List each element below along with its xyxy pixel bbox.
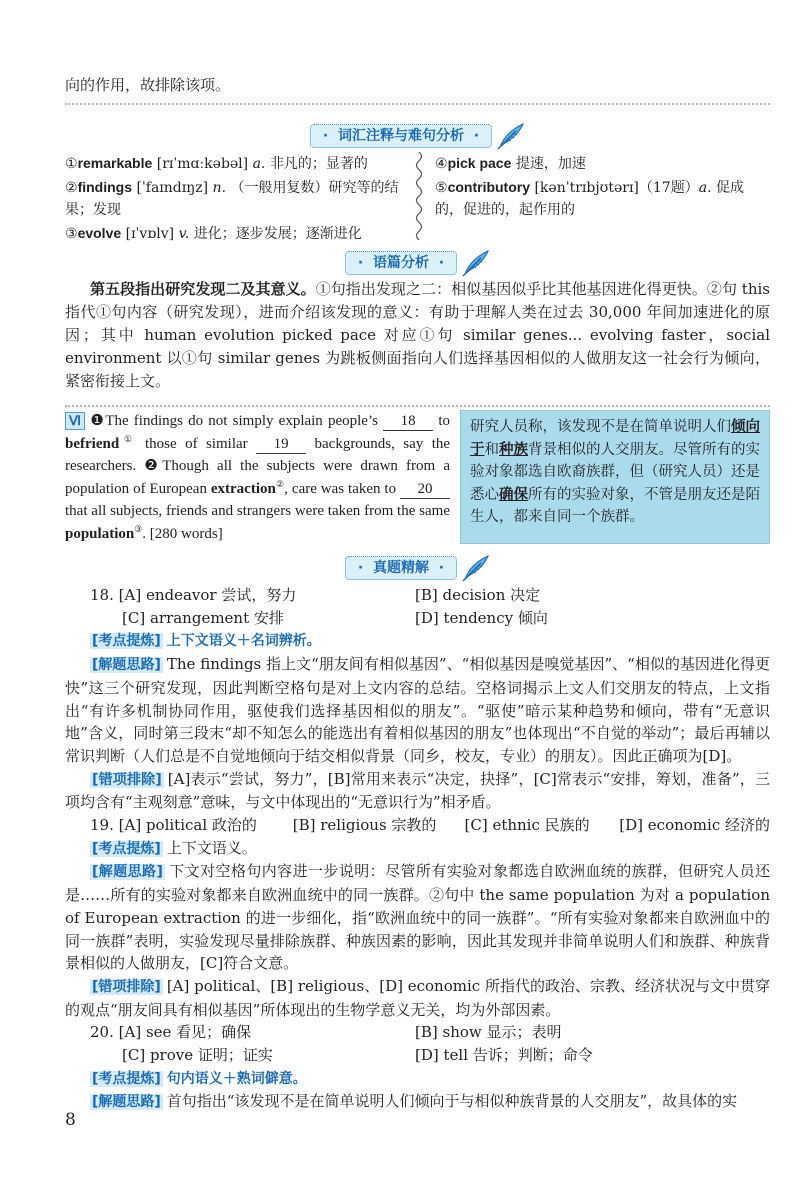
discourse-section-header (65, 249, 770, 273)
question-number: 20. (90, 1023, 114, 1042)
option-row (65, 1044, 770, 1067)
phonetic: [ɪˈvɒlv] (125, 225, 175, 242)
cloze-blank[interactable]: 20 (400, 481, 450, 499)
passage-run: to (438, 413, 451, 429)
note-number: ③ (65, 225, 78, 242)
distractor-analysis (65, 975, 770, 1021)
page-number: 8 (65, 1110, 76, 1130)
option-cell (65, 584, 415, 607)
exercise-section-header (65, 554, 770, 578)
solution-label: [解题思路] (92, 657, 161, 674)
option-b[interactable]: [B] religious 宗教的 (292, 816, 437, 835)
option-c[interactable]: [C] ethnic 民族的 (464, 816, 590, 835)
passage-run: Though all the subjects were drawn from a population of European (65, 458, 451, 497)
definition: 非凡的；显著的 (269, 156, 368, 172)
distractor-analysis (65, 768, 770, 814)
phonetic: [rɪˈmɑːkəbəl] (156, 156, 249, 172)
solution-label: [解题思路] (92, 1094, 161, 1111)
section-title: · 词汇注释与难句分析 · (310, 124, 492, 148)
quill-icon (460, 554, 490, 582)
translation-keyword: 种族 (499, 440, 528, 458)
solution-text: 首句指出“该发现不是在简单说明人们倾向于与相似种族背景的人交朋友”，故具体的实 (166, 1092, 738, 1111)
solution-label: [解题思路] (92, 864, 163, 881)
option-row (65, 607, 770, 630)
definition: 提速，加速 (515, 156, 586, 172)
question-reference: （17题） (638, 179, 699, 196)
key-point-text: 上下文语义。 (166, 838, 257, 857)
quill-icon (495, 122, 525, 150)
key-point (65, 1067, 770, 1091)
cloze-blank[interactable]: 19 (256, 436, 306, 454)
vocab-entry (65, 222, 403, 246)
question-20 (65, 1021, 770, 1114)
sentence-marker: ❷ (144, 458, 163, 474)
section-title: · 语篇分析 · (345, 251, 457, 275)
translation-keyword: 确保 (499, 485, 528, 503)
note-marker: ③ (134, 523, 143, 534)
key-point-label: [考点提炼] (92, 840, 161, 857)
translation-box (460, 410, 770, 544)
translation-run: 背景相似的人交朋友。尽管所有的实验对象都选自欧裔族群，但（研究人员）还是悉心 (470, 441, 760, 503)
cloze-blank[interactable]: 18 (383, 413, 433, 431)
option-b[interactable]: [B] show 显示；表明 (415, 1023, 562, 1042)
part-of-speech: a. (252, 156, 266, 172)
option-d[interactable]: [D] economic 经济的 (619, 816, 770, 835)
vocab-column-right (435, 152, 770, 245)
translation-run: 所有的实验对象，不管是朋友还是陌生人，都来自同一个族群。 (470, 486, 760, 525)
annotated-word: population (65, 525, 135, 542)
part-of-speech: n. (212, 179, 227, 196)
vocab-entry (65, 176, 403, 222)
option-row (65, 584, 770, 607)
passage-run: The findings do not simply explain people’s (105, 413, 378, 429)
option-row (65, 814, 770, 837)
note-number: ④ (435, 156, 448, 172)
solution-approach (65, 1090, 770, 1114)
option-row (65, 1021, 770, 1044)
key-point (65, 837, 770, 861)
option-a[interactable]: [A] endeavor 尝试，努力 (118, 586, 297, 604)
phonetic: [ˈfaɪndɪŋz] (136, 179, 209, 196)
key-point-label: [考点提炼] (92, 1070, 161, 1087)
option-cell (65, 1021, 415, 1044)
annotated-word: befriend (65, 435, 120, 452)
key-point-label: [考点提炼] (92, 633, 161, 650)
passage-run: , care was taken to (284, 480, 397, 497)
section-numeral: Ⅵ (65, 412, 85, 430)
key-point-text: 上下文语义＋名词辨析。 (166, 633, 321, 650)
dotted-separator (65, 405, 770, 407)
translation-run: 和 (484, 441, 499, 458)
distractor-label: [错项排除] (92, 771, 162, 788)
option-c[interactable]: [C] prove 证明；证实 (122, 1046, 273, 1065)
solution-text: The findings 指上文“朋友间有相似基因”、“相似基因是嗅觉基因”、“相似的基因进化得更快”这三个研究发现，因此判断空格句是对上文内容的总结。空格词揭示上文人们交朋友的特点，上文指出“有许多机制协同作用，驱使我们选择基因相似的朋友”。“驱使”暗示某种趋势和倾向，带有“无意识地”含义，同时第三段末“却不知怎么的能选出有着相似基因的朋友”也体现出“不自觉的举动”；最后再辅以常识判断（人们总是不自觉地倾向于结交相似背景（同乡，校友，专业）的朋友）。因此正确项为[D]。 (65, 655, 771, 765)
discourse-paragraph (65, 278, 770, 393)
note-marker: ② (275, 478, 285, 489)
quill-icon (460, 249, 490, 277)
passage-run: those of similar (145, 435, 248, 452)
solution-approach (65, 860, 770, 975)
option-d[interactable]: [D] tell 告诉；判断；命令 (415, 1046, 593, 1065)
question-19 (65, 814, 770, 1021)
option-d[interactable]: [D] tendency 倾向 (415, 608, 548, 627)
phonetic: [kənˈtrɪbjʊtərɪ] (534, 179, 639, 196)
exercise-explanations (65, 584, 770, 1114)
option-b[interactable]: [B] decision 决定 (415, 586, 541, 604)
passage-run: backgrounds, say the researchers. (65, 435, 451, 474)
vocab-word: findings (77, 178, 132, 195)
solution-approach (65, 653, 770, 768)
passage-run: that all subjects, friends and strangers were taken from the same (65, 503, 450, 519)
distractor-text: [A]表示“尝试，努力”，[B]常用来表示“决定，抉择”，[C]常表示“安排，筹划，准备”，三项均含有“主观刻意”意味，与文中体现出的“无意识行为”相矛盾。 (65, 769, 771, 812)
definition: 进化；逐步发展；逐渐进化 (193, 225, 362, 242)
vocab-notes (65, 152, 770, 245)
question-number: 19. (90, 816, 114, 835)
dotted-separator (65, 103, 770, 105)
part-of-speech: v. (178, 225, 190, 242)
passage-run: . [280 words] (142, 525, 223, 542)
distractor-text: [A] political、[B] religious、[D] economic 所指代的政治、宗教、经济状况与文中贯穿的观点“朋友间具有相似基因”所体现出的生物学意义无关，均为外部因素。 (65, 976, 770, 1019)
part-of-speech: a. (698, 179, 712, 196)
option-a[interactable]: [A] political 政治的 (118, 816, 257, 835)
vocab-entry (65, 152, 403, 176)
vocab-word: pick pace (447, 155, 512, 171)
wavy-divider (403, 152, 435, 245)
vocab-section-header (65, 122, 770, 146)
section-title: · 真题精解 · (345, 556, 457, 580)
note-marker: ① (119, 433, 137, 444)
annotated-word: extraction (210, 480, 276, 497)
key-point-text: 句内语义＋熟词僻意。 (166, 1070, 307, 1087)
translation-run: 研究人员称，该发现不是在简单说明人们 (470, 419, 731, 435)
vocab-entry (435, 176, 770, 222)
note-number: ⑤ (435, 179, 448, 196)
key-point (65, 629, 770, 653)
passage-text (65, 410, 450, 544)
continued-text: 向的作用，故排除该项。 (65, 76, 231, 94)
option-a[interactable]: [A] see 看见；确保 (118, 1023, 252, 1042)
definition: （一般用复数）研究等的结果；发现 (65, 179, 399, 218)
distractor-label: [错项排除] (92, 978, 161, 995)
question-18 (65, 584, 770, 814)
note-number: ① (65, 156, 78, 172)
note-number: ② (65, 179, 78, 196)
solution-text: 下文对空格句内容进一步说明：尽管所有实验对象都选自欧洲血统的族群，但研究人员还是……所有的实验对象都来自欧洲血统中的同一族群。②句中 the same population 为对 a population of European extraction 的进一步细化，指“欧洲血统中的同一族群”。“所有实验对象都来自欧洲血中的同一族群”表明，实验发现尽量排除族群、种族因素的影响，因此其发现并非简单说明人们和族群、种族背景相似的人做朋友，[C]符合文意。 (65, 862, 770, 973)
option-c[interactable]: [C] arrangement 安排 (122, 608, 284, 627)
sentence-marker: ❶ (89, 413, 106, 429)
discourse-body: ①句指出发现之二：相似基因似乎比其他基因进化得更快。②句 this 指代①句内容（研究发现），进而介绍该发现的意义：有助于理解人类在过去 30,000 年间加速进化的原因；其中 human evolution picked pace 对应①句 similar genes... evolving faster，social environment 以①句 similar genes 为跳板侧面指向人们选择基因相似的人做朋友这一社会行为倾向，紧密衔接上文。 (65, 280, 770, 390)
translation-keyword: 倾向于 (470, 418, 760, 458)
option-cell (65, 814, 293, 837)
question-number: 18. (90, 586, 114, 604)
vocab-entry (435, 152, 770, 176)
vocab-column-left (65, 152, 403, 245)
vocab-word: evolve (77, 224, 122, 241)
passage-section (65, 410, 770, 544)
vocab-word: remarkable (77, 155, 153, 171)
discourse-lead: 第五段指出研究发现二及其意义。 (90, 280, 316, 298)
vocab-word: contributory (447, 178, 531, 195)
definition: 促成的，促进的，起作用的 (435, 179, 744, 218)
